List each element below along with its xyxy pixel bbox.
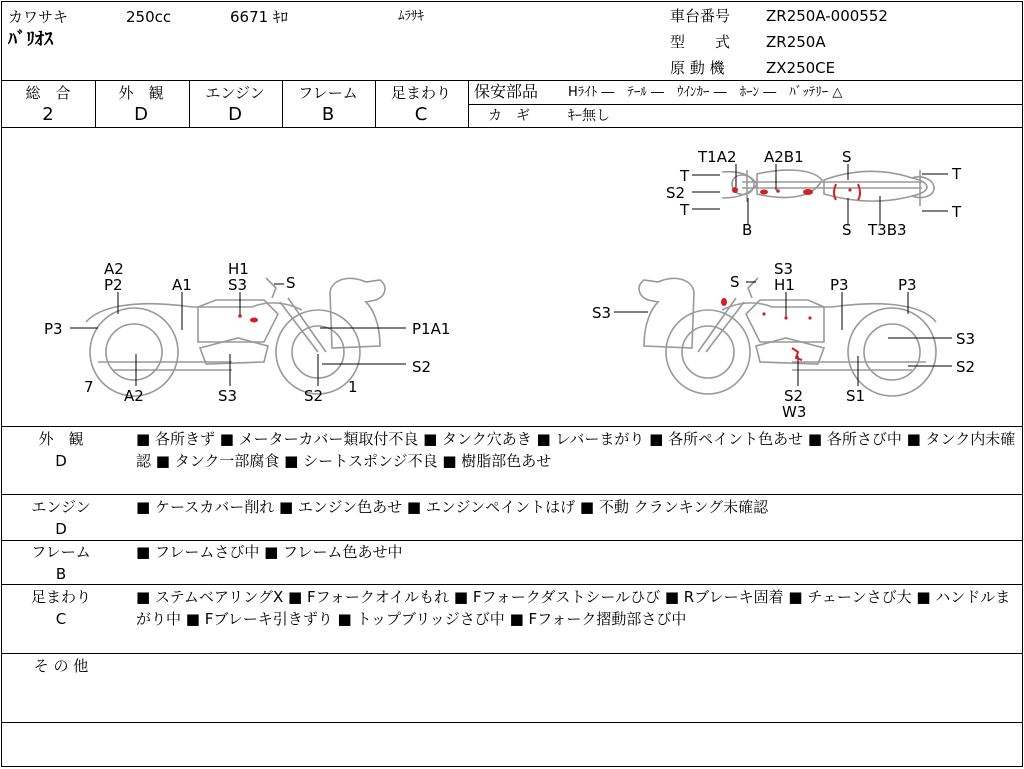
diag-label-s3: S3 xyxy=(592,304,612,322)
section-frame-grade: B xyxy=(55,565,67,583)
grade-value-exterior: D xyxy=(134,104,148,125)
diag-label-s3: S3 xyxy=(956,330,976,348)
diag-label-t: T xyxy=(952,203,962,221)
diag-label-1: 1 xyxy=(348,378,358,396)
diag-label-t3b3: T3B3 xyxy=(868,221,907,239)
diag-label-p3: P3 xyxy=(898,276,917,294)
type-label: 型 式 xyxy=(670,33,731,51)
section-exterior-text: ■ 各所きず ■ メーターカバー類取付不良 ■ タンク穴あき ■ レバーまがり ■ 各所ペイント色あせ ■ 各所さび中 ■ タンク内未確認 ■ タンク一部腐食 ■ シートスポンジ不良 ■ 樹脂部色あせ xyxy=(136,430,1016,470)
diag-label-s: S xyxy=(286,274,296,292)
section-suspension-label: 足まわり xyxy=(30,588,91,606)
color: ﾑﾗｻｷ xyxy=(398,9,424,24)
diag-label-a2b1: A2B1 xyxy=(764,148,804,166)
section-suspension-text: ■ ステムベアリングX ■ Fフォークオイルもれ ■ Fフォークダストシールひび ■ Rブレーキ固着 ■ チェーンさび大 ■ ハンドルまがり中 ■ Fブレーキ引きずり ■ トップブリッジさび中 ■ Fフォーク摺動部さび中 xyxy=(136,588,1011,628)
diag-label-t1a2: T1A2 xyxy=(698,148,737,166)
diag-label-s: S xyxy=(842,148,852,166)
diag-label-t: T xyxy=(680,201,690,219)
diag-label-t: T xyxy=(952,165,962,183)
safety-parts-items: Hﾗｲﾄ ― ﾃｰﾙ ― ｳｲﾝｶｰ ― ﾎｰﾝ ― ﾊﾞｯﾃﾘｰ △ xyxy=(568,85,843,100)
diag-label-t: T xyxy=(680,167,690,185)
section-frame-text: ■ フレームさび中 ■ フレーム色あせ中 xyxy=(136,543,403,561)
diag-label-s2: S2 xyxy=(784,387,804,405)
left-side-bike xyxy=(86,278,385,396)
diag-label-h1: H1 xyxy=(774,276,795,294)
grade-value-frame: B xyxy=(321,104,335,125)
diag-label-a1: A1 xyxy=(172,276,192,294)
diag-label-a2: A2 xyxy=(104,260,124,278)
diag-label-p3: P3 xyxy=(44,320,63,338)
grade-label-frame: フレーム xyxy=(298,84,358,102)
grade-label-suspension: 足まわり xyxy=(390,84,451,102)
displacement: 250cc xyxy=(126,8,172,26)
maker: カワサキ xyxy=(8,8,69,26)
diag-label-s: S xyxy=(842,221,852,239)
grade-value-suspension: C xyxy=(414,104,428,125)
section-exterior-label: 外 観 xyxy=(38,430,84,448)
diag-label-p1a1: P1A1 xyxy=(412,320,451,338)
section-engine-text: ■ ケースカバー削れ ■ エンジン色あせ ■ エンジンペイントはげ ■ 不動 クランキング未確認 xyxy=(136,498,769,516)
model-name: ﾊﾞﾘｵｽ xyxy=(8,29,53,50)
diag-label-s2: S2 xyxy=(412,358,432,376)
grade-label-overall: 総 合 xyxy=(25,84,71,102)
diag-label-a2: A2 xyxy=(124,387,144,405)
section-engine-grade: D xyxy=(55,520,67,538)
key-label: カ ギ xyxy=(488,108,530,124)
diag-label-p3: P3 xyxy=(830,276,849,294)
engine-value: ZX250CE xyxy=(766,59,836,77)
section-engine-label: エンジン xyxy=(31,498,91,516)
frame-no-label: 車台番号 xyxy=(670,7,731,25)
grade-value-engine: D xyxy=(228,104,242,125)
section-exterior-grade: D xyxy=(55,452,67,470)
grade-label-exterior: 外 観 xyxy=(118,84,164,102)
diag-label-s3: S3 xyxy=(218,387,238,405)
top-view-bike xyxy=(722,170,934,206)
section-other-label: そ の 他 xyxy=(33,657,89,675)
frame-no: ZR250A-000552 xyxy=(766,7,888,25)
section-frame-label: フレーム xyxy=(31,543,91,561)
diag-label-7: 7 xyxy=(84,378,94,396)
diag-label-s3: S3 xyxy=(774,260,794,278)
grade-value-overall: 2 xyxy=(42,104,54,125)
inspection-sheet xyxy=(1,1,1023,767)
engine-label: 原 動 機 xyxy=(670,59,725,77)
condition-diagram xyxy=(2,128,1022,426)
grade-label-engine: エンジン xyxy=(205,84,265,102)
key-value: ｷｰ無し xyxy=(568,108,610,124)
diag-label-s2: S2 xyxy=(304,387,324,405)
diag-label-s: S xyxy=(730,273,740,291)
diag-label-p2: P2 xyxy=(104,276,123,294)
mileage: 6671 ｷﾛ xyxy=(230,8,288,26)
diag-label-w3: W3 xyxy=(782,403,807,421)
right-side-bike xyxy=(639,278,936,396)
diag-label-s2: S2 xyxy=(666,184,686,202)
diag-label-s1: S1 xyxy=(846,387,866,405)
diag-label-h1: H1 xyxy=(228,260,249,278)
diag-label-s3: S3 xyxy=(228,276,248,294)
diag-label-b: B xyxy=(742,221,753,239)
type-value: ZR250A xyxy=(766,33,826,51)
diag-label-s2: S2 xyxy=(956,358,976,376)
section-suspension-grade: C xyxy=(55,610,67,628)
safety-parts-label: 保安部品 xyxy=(474,82,539,101)
